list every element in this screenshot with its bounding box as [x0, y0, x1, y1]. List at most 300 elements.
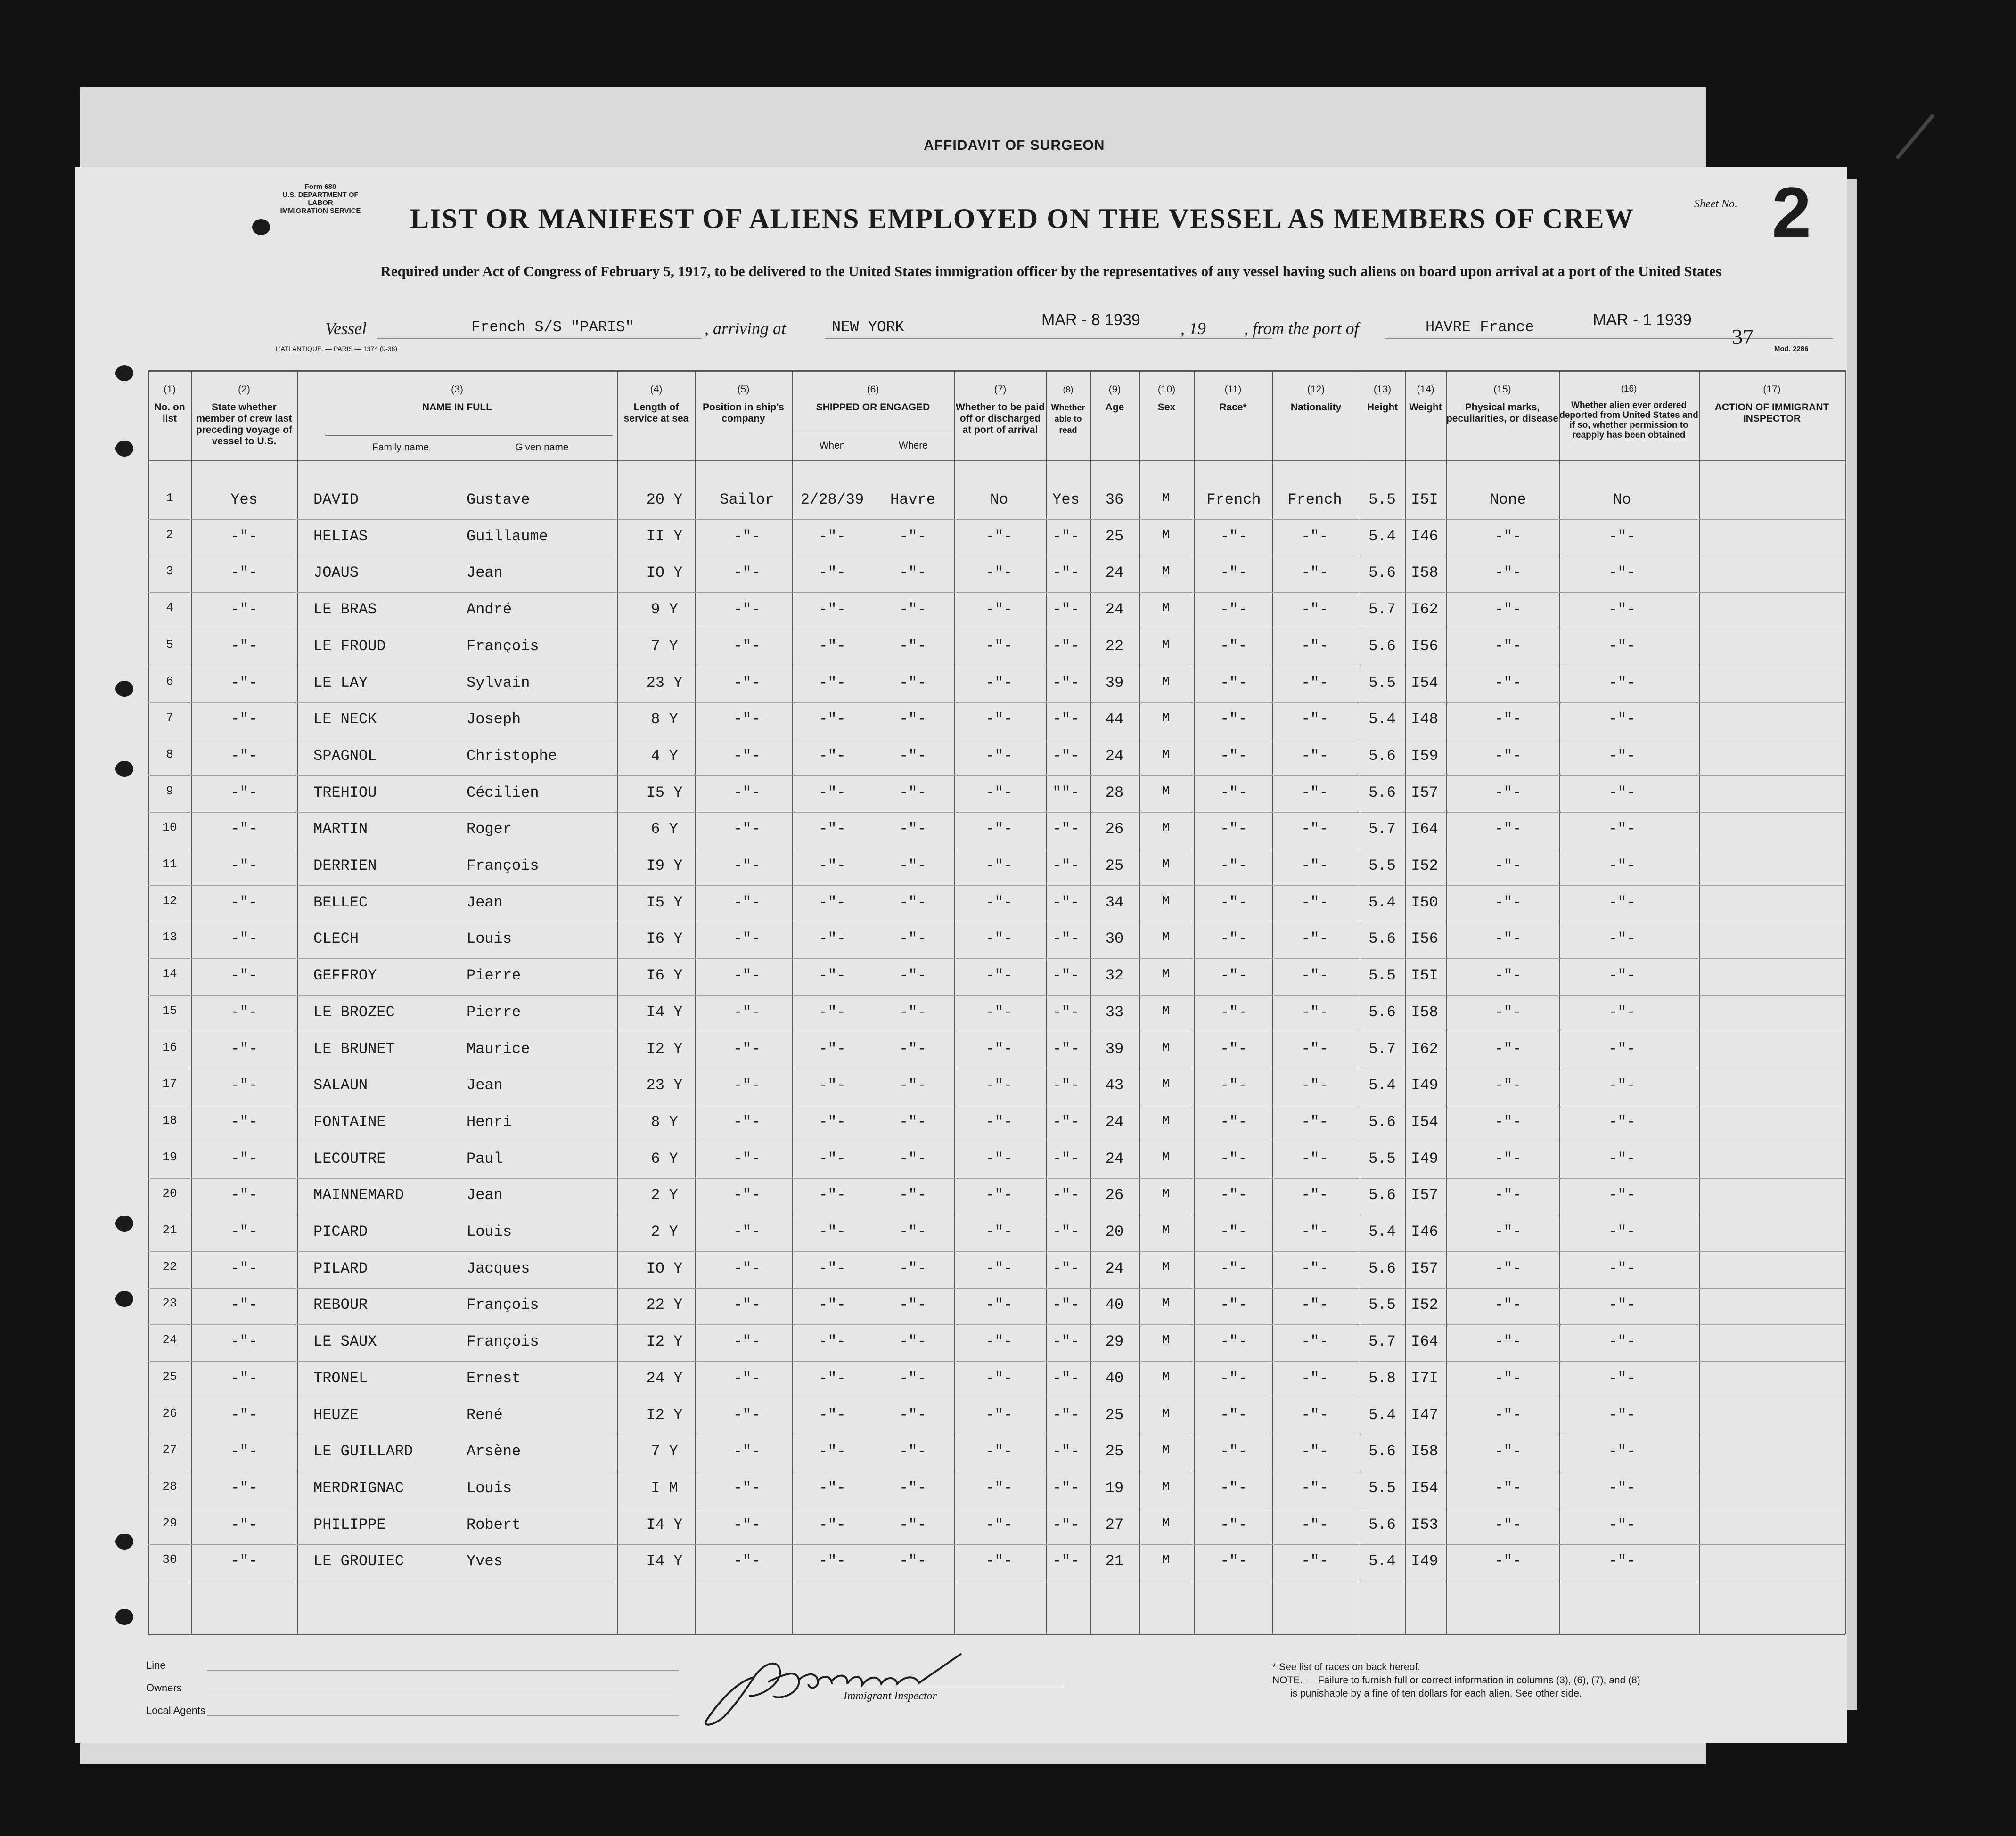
- cell-paid: -"-: [985, 783, 1013, 801]
- cell-deported: -"-: [1608, 601, 1636, 619]
- affidavit-heading: AFFIDAVIT OF SURGEON: [924, 138, 1105, 153]
- cell-marks: -"-: [1494, 1259, 1522, 1277]
- cell-prev: -"-: [230, 820, 258, 838]
- cell-deported: -"-: [1608, 1369, 1636, 1387]
- cell-weight: I5I: [1411, 491, 1438, 508]
- cell-position: -"-: [733, 674, 761, 692]
- cell-given: Jean: [467, 564, 503, 582]
- cell-race: -"-: [1220, 674, 1247, 692]
- header-col-8: (8) Whether able to read: [1051, 385, 1085, 435]
- cell-marks: -"-: [1494, 967, 1522, 985]
- cell-race: -"-: [1220, 1223, 1247, 1240]
- table-top-rule: [148, 370, 1845, 372]
- cell-family: DAVID: [313, 491, 359, 508]
- cell-prev: -"-: [230, 930, 258, 948]
- cell-marks: -"-: [1494, 1223, 1522, 1240]
- cell-given: Paul: [467, 1150, 503, 1167]
- cell-when: -"-: [819, 710, 846, 728]
- cell-nat: -"-: [1301, 1516, 1328, 1534]
- cell-deported: -"-: [1608, 1150, 1636, 1167]
- cell-no: 3: [166, 564, 173, 579]
- column-divider: [1046, 370, 1047, 1634]
- cell-deported: -"-: [1608, 1077, 1636, 1094]
- cell-no: 18: [162, 1113, 177, 1127]
- cell-paid: -"-: [985, 1113, 1013, 1131]
- cell-nat: French: [1287, 491, 1342, 508]
- cell-height: 5.7: [1369, 1333, 1396, 1351]
- cell-given: Louis: [467, 1479, 512, 1497]
- cell-nat: -"-: [1301, 564, 1328, 582]
- cell-prev: -"-: [230, 1150, 258, 1167]
- cell-marks: -"-: [1494, 1003, 1522, 1021]
- cell-service: I2 Y: [646, 1040, 683, 1058]
- cell-paid: -"-: [985, 967, 1013, 985]
- cell-race: -"-: [1220, 1443, 1247, 1461]
- cell-where: -"-: [899, 1040, 926, 1058]
- cell-prev: -"-: [230, 1223, 258, 1240]
- cell-read: -"-: [1052, 1003, 1080, 1021]
- cell-family: TREHIOU: [313, 783, 377, 801]
- cell-nat: -"-: [1301, 1333, 1328, 1351]
- cell-race: -"-: [1220, 710, 1247, 728]
- cell-paid: -"-: [985, 1150, 1013, 1167]
- cell-no: 17: [162, 1077, 177, 1091]
- cell-family: MERDRIGNAC: [313, 1479, 404, 1497]
- cell-sex: M: [1162, 491, 1170, 505]
- cell-sex: M: [1162, 783, 1170, 798]
- cell-sex: M: [1162, 601, 1170, 615]
- cell-nat: -"-: [1301, 1077, 1328, 1094]
- year-label: , 19: [1180, 319, 1206, 338]
- cell-sex: M: [1162, 1406, 1170, 1420]
- cell-paid: -"-: [985, 1040, 1013, 1058]
- cell-service: I5 Y: [646, 783, 683, 801]
- cell-height: 5.5: [1369, 674, 1396, 692]
- cell-family: LE SAUX: [313, 1333, 377, 1351]
- cell-given: François: [467, 1296, 539, 1314]
- column-divider: [617, 370, 618, 1634]
- cell-nat: -"-: [1301, 1150, 1328, 1167]
- header-col-2: (2) State whether member of crew last preceding voyage of vessel to U.S.: [196, 384, 293, 447]
- cell-weight: I48: [1411, 710, 1438, 728]
- cell-service: 6 Y: [651, 820, 678, 838]
- cell-position: -"-: [733, 601, 761, 619]
- cell-no: 26: [162, 1406, 177, 1420]
- row-rule: [148, 702, 1845, 703]
- cell-sex: M: [1162, 1516, 1170, 1530]
- cell-race: -"-: [1220, 820, 1247, 838]
- cell-position: -"-: [733, 747, 761, 765]
- cell-given: Ernest: [467, 1369, 521, 1387]
- cell-weight: I56: [1411, 930, 1438, 948]
- cell-marks: -"-: [1494, 710, 1522, 728]
- cell-read: -"-: [1052, 564, 1080, 582]
- cell-paid: -"-: [985, 1186, 1013, 1204]
- cell-family: HELIAS: [313, 527, 368, 545]
- header-col-3: (3) NAME IN FULL: [422, 384, 492, 413]
- cell-sex: M: [1162, 1296, 1170, 1311]
- cell-given: Jacques: [467, 1259, 530, 1277]
- cell-given: François: [467, 637, 539, 655]
- cell-no: 22: [162, 1259, 177, 1274]
- cell-height: 5.4: [1369, 1223, 1396, 1240]
- cell-deported: -"-: [1608, 1040, 1636, 1058]
- punch-hole: [115, 441, 133, 457]
- cell-service: I6 Y: [646, 930, 683, 948]
- cell-age: 24: [1105, 1259, 1124, 1277]
- cell-read: -"-: [1052, 710, 1080, 728]
- cell-weight: I52: [1411, 1296, 1438, 1314]
- cell-deported: -"-: [1608, 564, 1636, 582]
- cell-service: I4 Y: [646, 1516, 683, 1534]
- cell-weight: I57: [1411, 783, 1438, 801]
- cell-nat: -"-: [1301, 1003, 1328, 1021]
- cell-prev: -"-: [230, 710, 258, 728]
- cell-weight: I54: [1411, 1113, 1438, 1131]
- cell-given: Pierre: [467, 1003, 521, 1021]
- cell-marks: -"-: [1494, 1113, 1522, 1131]
- cell-family: SALAUN: [313, 1077, 368, 1094]
- cell-sex: M: [1162, 637, 1170, 652]
- cell-paid: -"-: [985, 1259, 1013, 1277]
- punch-hole: [115, 365, 133, 381]
- cell-position: -"-: [733, 893, 761, 911]
- cell-given: Yves: [467, 1552, 503, 1570]
- cell-where: -"-: [899, 783, 926, 801]
- cell-service: I6 Y: [646, 967, 683, 985]
- cell-family: REBOUR: [313, 1296, 368, 1314]
- cell-read: -"-: [1052, 637, 1080, 655]
- cell-when: -"-: [819, 601, 846, 619]
- cell-height: 5.7: [1369, 601, 1396, 619]
- cell-age: 33: [1105, 1003, 1124, 1021]
- cell-age: 20: [1105, 1223, 1124, 1240]
- cell-paid: -"-: [985, 1552, 1013, 1570]
- cell-service: I M: [651, 1479, 678, 1497]
- pencil-mark: [1895, 114, 1934, 159]
- column-divider: [1699, 370, 1700, 1634]
- cell-height: 5.6: [1369, 637, 1396, 655]
- cell-nat: -"-: [1301, 1259, 1328, 1277]
- cell-sex: M: [1162, 1150, 1170, 1164]
- cell-service: 2 Y: [651, 1186, 678, 1204]
- cell-height: 5.5: [1369, 491, 1396, 508]
- sheet-number: 2: [1772, 172, 1811, 252]
- cell-family: LE GUILLARD: [313, 1443, 413, 1461]
- cell-given: Jean: [467, 1186, 503, 1204]
- cell-age: 26: [1105, 1186, 1124, 1204]
- cell-race: -"-: [1220, 1369, 1247, 1387]
- header-given-name: Given name: [515, 442, 569, 453]
- cell-service: 22 Y: [646, 1296, 683, 1314]
- cell-marks: -"-: [1494, 1369, 1522, 1387]
- cell-marks: -"-: [1494, 1040, 1522, 1058]
- cell-paid: -"-: [985, 1479, 1013, 1497]
- column-divider: [1845, 370, 1846, 1634]
- cell-read: -"-: [1052, 1479, 1080, 1497]
- cell-where: -"-: [899, 1516, 926, 1534]
- cell-family: FONTAINE: [313, 1113, 386, 1131]
- cell-weight: I49: [1411, 1077, 1438, 1094]
- cell-prev: -"-: [230, 1296, 258, 1314]
- cell-read: -"-: [1052, 967, 1080, 985]
- cell-when: -"-: [819, 564, 846, 582]
- cell-position: -"-: [733, 637, 761, 655]
- cell-when: -"-: [819, 1369, 846, 1387]
- vessel-label: Vessel: [325, 319, 367, 338]
- cell-sex: M: [1162, 1259, 1170, 1274]
- column-divider: [148, 370, 149, 1634]
- cell-age: 24: [1105, 747, 1124, 765]
- cell-family: LE GROUIEC: [313, 1552, 404, 1570]
- cell-position: -"-: [733, 527, 761, 545]
- cell-sex: M: [1162, 930, 1170, 945]
- cell-when: -"-: [819, 1113, 846, 1131]
- cell-when: -"-: [819, 1150, 846, 1167]
- cell-position: -"-: [733, 783, 761, 801]
- cell-where: Havre: [890, 491, 936, 508]
- cell-race: -"-: [1220, 930, 1247, 948]
- cell-no: 24: [162, 1333, 177, 1347]
- cell-no: 19: [162, 1150, 177, 1164]
- cell-age: 43: [1105, 1077, 1124, 1094]
- cell-prev: -"-: [230, 1077, 258, 1094]
- header-col-17: (17) ACTION OF IMMIGRANT INSPECTOR: [1714, 384, 1829, 424]
- row-rule: [148, 775, 1845, 776]
- cell-sex: M: [1162, 967, 1170, 981]
- cell-read: -"-: [1052, 1113, 1080, 1131]
- cell-when: -"-: [819, 1443, 846, 1461]
- cell-height: 5.4: [1369, 527, 1396, 545]
- cell-age: 27: [1105, 1516, 1124, 1534]
- cell-service: 7 Y: [651, 637, 678, 655]
- cell-read: -"-: [1052, 1223, 1080, 1240]
- cell-race: -"-: [1220, 527, 1247, 545]
- cell-family: LE BRAS: [313, 601, 377, 619]
- cell-prev: -"-: [230, 1552, 258, 1570]
- cell-age: 28: [1105, 783, 1124, 801]
- cell-service: 9 Y: [651, 601, 678, 619]
- punch-hole: [115, 761, 133, 777]
- cell-given: Cécilien: [467, 783, 539, 801]
- cell-no: 6: [166, 674, 173, 688]
- cell-weight: I54: [1411, 674, 1438, 692]
- cell-weight: I46: [1411, 1223, 1438, 1240]
- cell-read: -"-: [1052, 1443, 1080, 1461]
- cell-position: -"-: [733, 1077, 761, 1094]
- cell-height: 5.6: [1369, 1516, 1396, 1534]
- cell-deported: -"-: [1608, 1223, 1636, 1240]
- cell-sex: M: [1162, 674, 1170, 688]
- cell-prev: -"-: [230, 1443, 258, 1461]
- cell-height: 5.8: [1369, 1369, 1396, 1387]
- punch-hole: [115, 1291, 133, 1307]
- cell-height: 5.7: [1369, 1040, 1396, 1058]
- cell-height: 5.5: [1369, 967, 1396, 985]
- cell-deported: -"-: [1608, 747, 1636, 765]
- cell-family: PICARD: [313, 1223, 368, 1240]
- cell-paid: -"-: [985, 637, 1013, 655]
- cell-where: -"-: [899, 1077, 926, 1094]
- cell-paid: -"-: [985, 1516, 1013, 1534]
- cell-position: -"-: [733, 1040, 761, 1058]
- cell-weight: I49: [1411, 1552, 1438, 1570]
- cell-no: 1: [166, 491, 173, 505]
- vessel-value: French S/S "PARIS": [471, 318, 634, 336]
- cell-when: -"-: [819, 820, 846, 838]
- cell-marks: -"-: [1494, 1516, 1522, 1534]
- departure-date-stamp: MAR - 1 1939: [1593, 311, 1692, 329]
- cell-height: 5.4: [1369, 1552, 1396, 1570]
- row-rule: [148, 592, 1845, 593]
- cell-deported: -"-: [1608, 1479, 1636, 1497]
- cell-where: -"-: [899, 637, 926, 655]
- printer-imprint: L'ATLANTIQUE. — PARIS — 1374 (9-38): [276, 345, 398, 352]
- cell-deported: -"-: [1608, 1259, 1636, 1277]
- cell-where: -"-: [899, 1223, 926, 1240]
- cell-where: -"-: [899, 527, 926, 545]
- cell-position: -"-: [733, 1223, 761, 1240]
- cell-given: Henri: [467, 1113, 512, 1131]
- cell-nat: -"-: [1301, 1369, 1328, 1387]
- cell-family: LE BROZEC: [313, 1003, 395, 1021]
- cell-no: 16: [162, 1040, 177, 1054]
- cell-nat: -"-: [1301, 1552, 1328, 1570]
- column-divider: [695, 370, 696, 1634]
- cell-no: 5: [166, 637, 173, 652]
- cell-sex: M: [1162, 1113, 1170, 1127]
- cell-age: 22: [1105, 637, 1124, 655]
- cell-weight: I7I: [1411, 1369, 1438, 1387]
- cell-nat: -"-: [1301, 1406, 1328, 1424]
- cell-height: 5.4: [1369, 710, 1396, 728]
- cell-race: -"-: [1220, 1186, 1247, 1204]
- header-col-12: (12) Nationality: [1290, 384, 1342, 413]
- cell-prev: -"-: [230, 857, 258, 874]
- cell-position: -"-: [733, 1003, 761, 1021]
- cell-height: 5.6: [1369, 1259, 1396, 1277]
- cell-age: 21: [1105, 1552, 1124, 1570]
- column-divider: [1405, 370, 1406, 1634]
- cell-when: -"-: [819, 1516, 846, 1534]
- cell-position: -"-: [733, 1552, 761, 1570]
- row-rule: [148, 995, 1845, 996]
- cell-race: -"-: [1220, 967, 1247, 985]
- cell-paid: No: [990, 491, 1008, 508]
- header-family-name: Family name: [372, 442, 429, 453]
- cell-read: -"-: [1052, 747, 1080, 765]
- cell-nat: -"-: [1301, 1186, 1328, 1204]
- cell-marks: -"-: [1494, 1296, 1522, 1314]
- cell-paid: -"-: [985, 1406, 1013, 1424]
- cell-service: 23 Y: [646, 674, 683, 692]
- cell-no: 13: [162, 930, 177, 945]
- cell-position: -"-: [733, 1479, 761, 1497]
- cell-sex: M: [1162, 1040, 1170, 1054]
- header-where: Where: [899, 440, 928, 451]
- column-divider: [1090, 370, 1091, 1634]
- cell-weight: I46: [1411, 527, 1438, 545]
- cell-where: -"-: [899, 1259, 926, 1277]
- cell-where: -"-: [899, 1113, 926, 1131]
- cell-family: MARTIN: [313, 820, 368, 838]
- cell-paid: -"-: [985, 1003, 1013, 1021]
- cell-race: -"-: [1220, 637, 1247, 655]
- cell-height: 5.4: [1369, 893, 1396, 911]
- cell-sex: M: [1162, 1186, 1170, 1201]
- cell-given: François: [467, 1333, 539, 1351]
- header-col-11: (11) Race*: [1219, 384, 1247, 413]
- row-rule: [148, 519, 1845, 520]
- cell-no: 30: [162, 1552, 177, 1567]
- cell-deported: -"-: [1608, 1113, 1636, 1131]
- cell-service: I9 Y: [646, 857, 683, 874]
- cell-prev: -"-: [230, 1259, 258, 1277]
- cell-nat: -"-: [1301, 820, 1328, 838]
- cell-family: BELLEC: [313, 893, 368, 911]
- column-divider: [297, 370, 298, 1634]
- cell-nat: -"-: [1301, 1113, 1328, 1131]
- cell-nat: -"-: [1301, 1479, 1328, 1497]
- cell-deported: -"-: [1608, 1516, 1636, 1534]
- cell-when: -"-: [819, 1040, 846, 1058]
- cell-weight: I47: [1411, 1406, 1438, 1424]
- cell-weight: I58: [1411, 564, 1438, 582]
- cell-position: Sailor: [720, 491, 774, 508]
- cell-family: DERRIEN: [313, 857, 377, 874]
- cell-race: -"-: [1220, 857, 1247, 874]
- cell-height: 5.7: [1369, 820, 1396, 838]
- cell-sex: M: [1162, 710, 1170, 725]
- cell-prev: -"-: [230, 674, 258, 692]
- cell-deported: -"-: [1608, 1552, 1636, 1570]
- cell-race: -"-: [1220, 1406, 1247, 1424]
- cell-where: -"-: [899, 1186, 926, 1204]
- cell-no: 11: [162, 857, 177, 871]
- cell-height: 5.5: [1369, 1479, 1396, 1497]
- cell-position: -"-: [733, 1443, 761, 1461]
- cell-service: I5 Y: [646, 893, 683, 911]
- arriving-value: NEW YORK: [832, 318, 904, 336]
- cell-no: 9: [166, 783, 173, 798]
- cell-given: André: [467, 601, 512, 619]
- cell-read: -"-: [1052, 601, 1080, 619]
- column-divider: [1139, 370, 1140, 1634]
- cell-where: -"-: [899, 1443, 926, 1461]
- manifest-subtitle: Required under Act of Congress of February 5, 1917, to be delivered to the United States immigration officer by the representatives of any vessel having such aliens on board upon arrival at a port of the United States: [380, 263, 1721, 279]
- cell-family: SPAGNOL: [313, 747, 377, 765]
- cell-read: -"-: [1052, 1077, 1080, 1094]
- cell-deported: -"-: [1608, 1333, 1636, 1351]
- cell-nat: -"-: [1301, 527, 1328, 545]
- cell-given: Gustave: [467, 491, 530, 508]
- cell-family: LE LAY: [313, 674, 368, 692]
- cell-age: 29: [1105, 1333, 1124, 1351]
- cell-position: -"-: [733, 820, 761, 838]
- cell-given: Pierre: [467, 967, 521, 985]
- cell-paid: -"-: [985, 1296, 1013, 1314]
- cell-given: Joseph: [467, 710, 521, 728]
- cell-weight: I53: [1411, 1516, 1438, 1534]
- cell-race: -"-: [1220, 1077, 1247, 1094]
- cell-marks: -"-: [1494, 783, 1522, 801]
- cell-prev: -"-: [230, 1479, 258, 1497]
- header-when: When: [819, 440, 845, 451]
- header-col-7: (7) Whether to be paid off or discharged at port of arrival: [956, 384, 1045, 435]
- from-value: HAVRE France: [1426, 318, 1534, 336]
- cell-paid: -"-: [985, 893, 1013, 911]
- cell-family: PHILIPPE: [313, 1516, 386, 1534]
